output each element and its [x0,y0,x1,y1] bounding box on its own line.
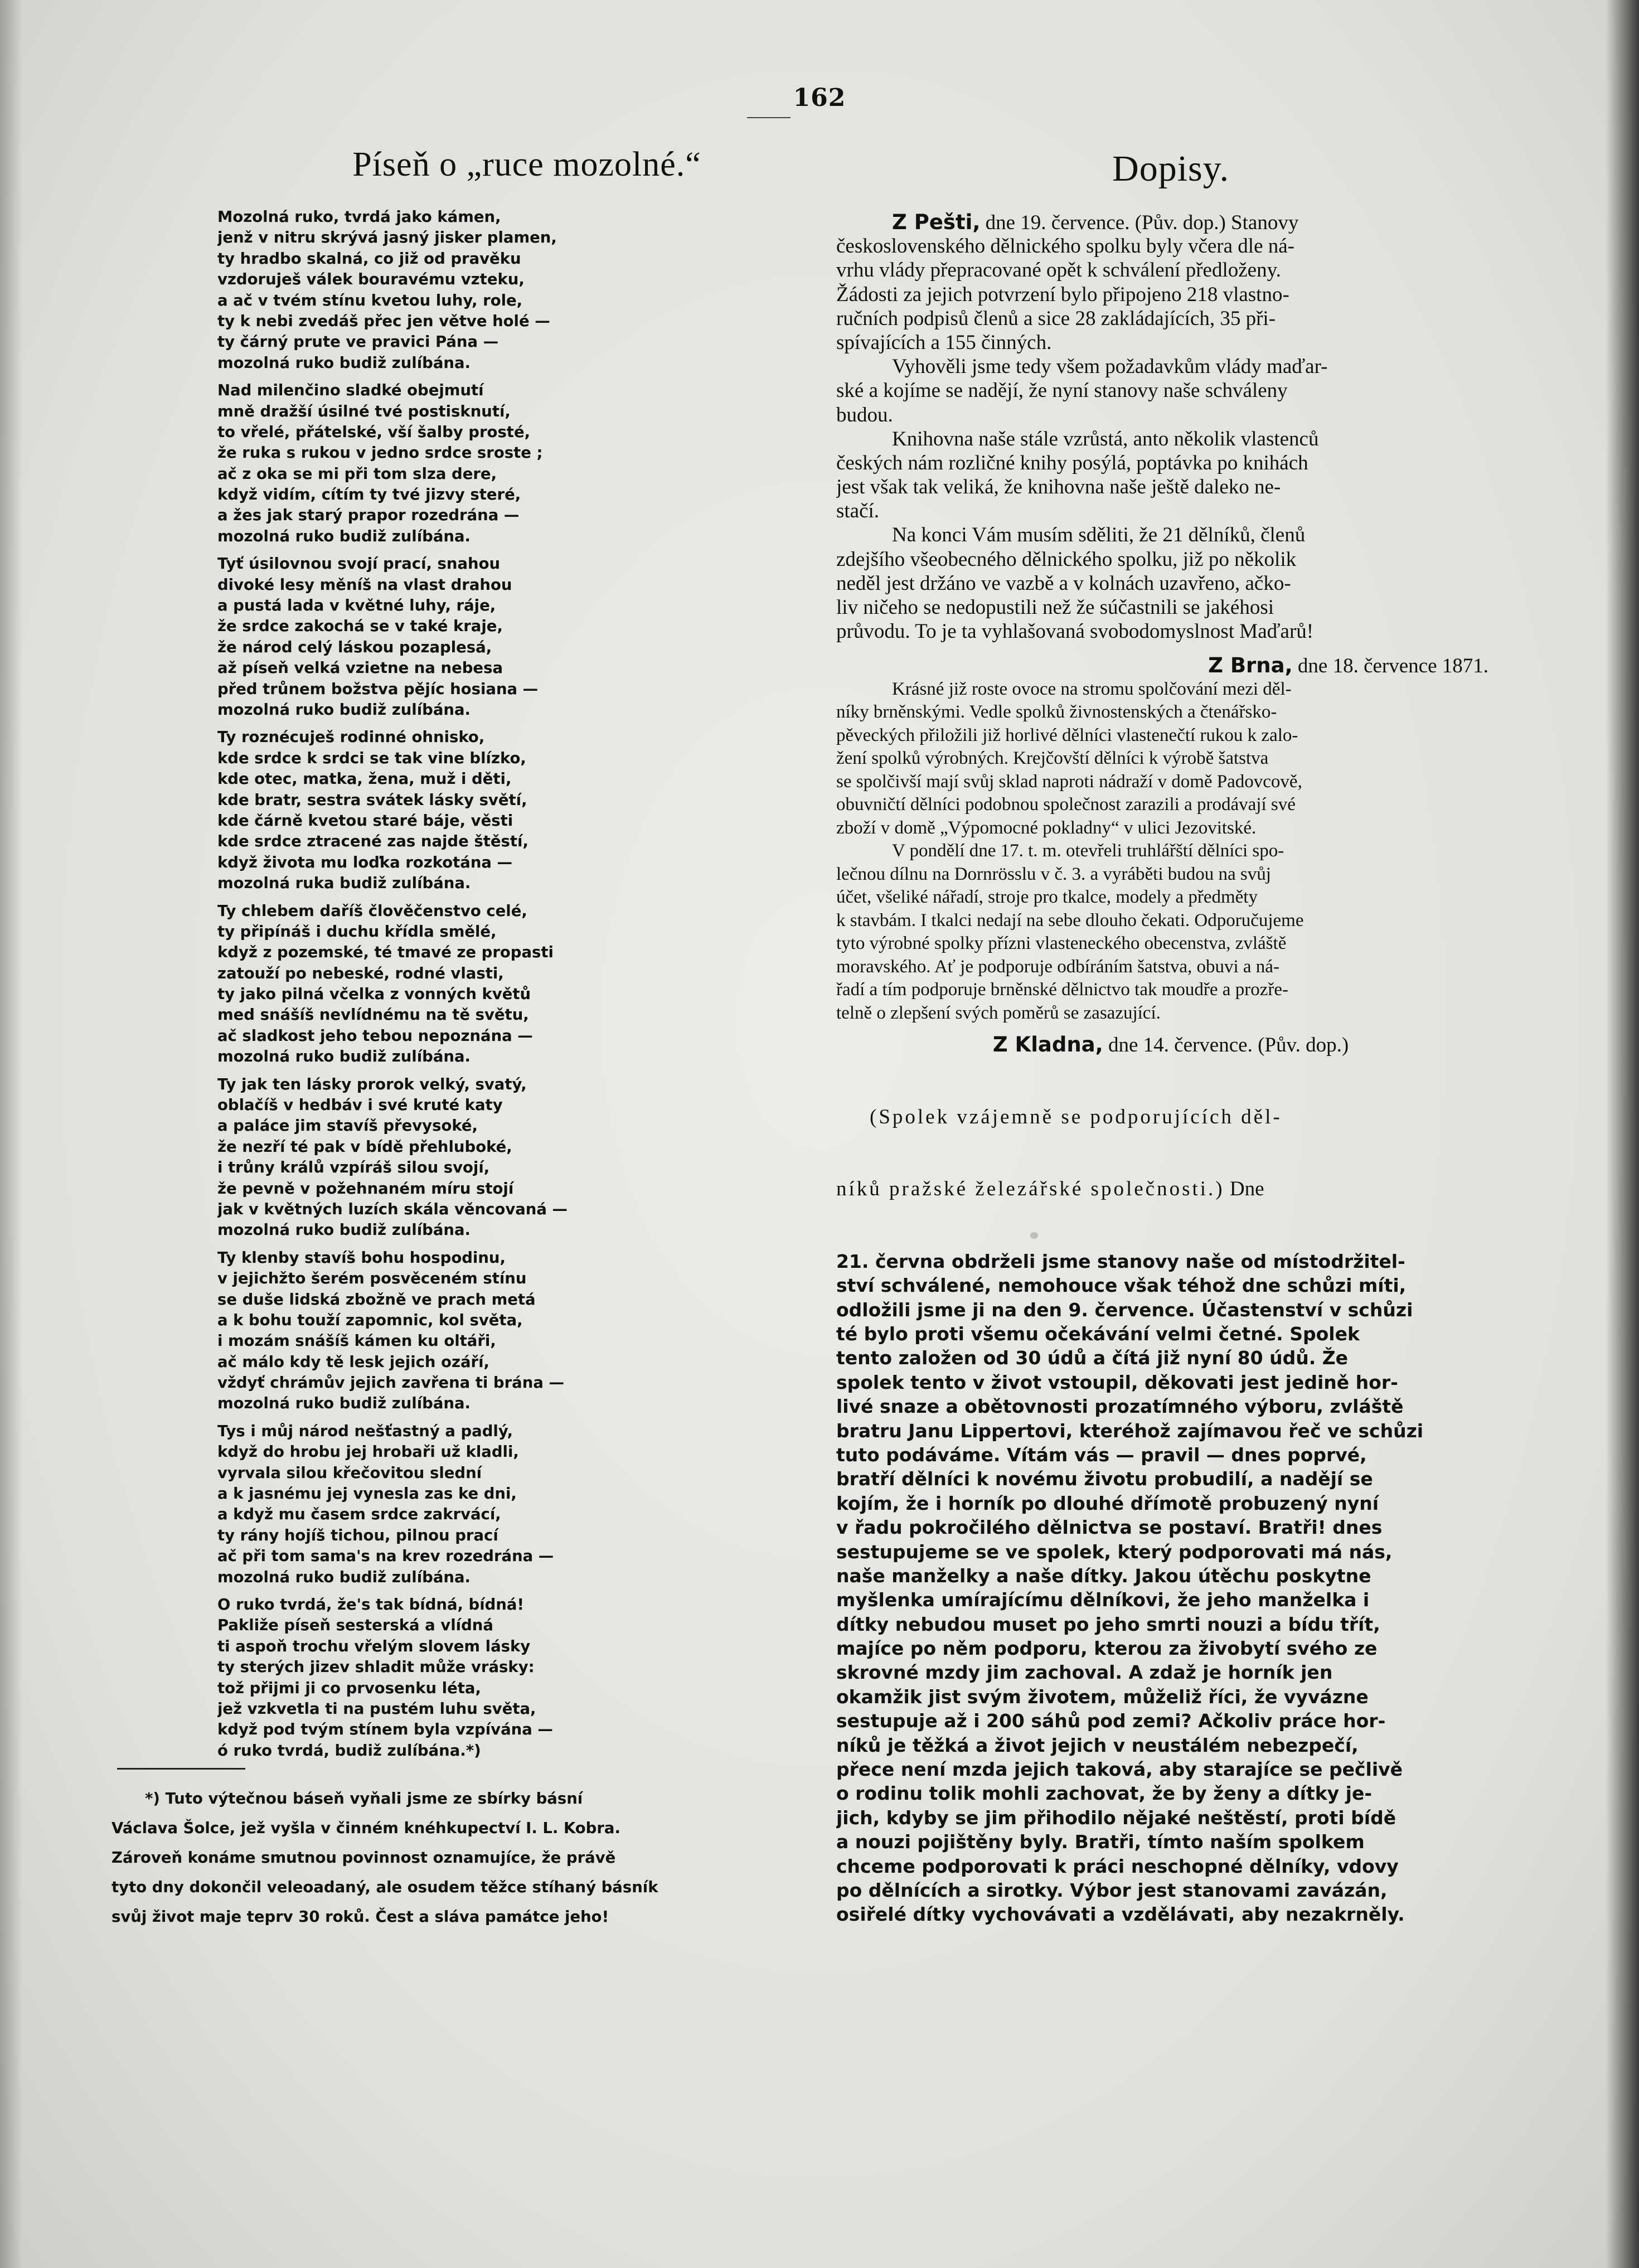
text-line [836,1177,1505,1201]
text-line: moravského. Ať je podporuje odbíráním šatstva, obuvi a ná- [836,956,1279,977]
page-edge-shadow-left [0,0,22,2268]
scan-smudge [1030,1232,1038,1239]
text-line: Knihovna naše stále vzrůstá, anto několik vlastenců [892,427,1319,450]
text-line: bratří dělníci k novému životu probudilí, a nadějí se [836,1468,1373,1490]
poem-line: divoké lesy měníš na vlast drahou [217,575,512,594]
paragraph [836,678,1505,840]
poem-line: i trůny králů vzpíráš silou svojí, [217,1159,490,1177]
letter-kladno [836,1033,1505,1927]
text-line: účet, všeliké nářadí, stroje pro tkalce, modely a předměty [836,887,1258,908]
page-number: 162 [793,84,846,112]
poem-line: ty jako pilná včelka z vonných květů [217,985,531,1004]
poem-stanza [217,1595,803,1761]
poem-line: jenž v nitru skrývá jasný jisker plamen, [217,229,557,247]
text-line: ručních podpisů členů a sice 28 zakládajících, 35 při- [836,307,1276,330]
poem-line: Nad milenčino sladké obejmutí [217,381,484,400]
text-line: jich, kdyby se jim přihodilo nějaké neštěstí, proti bídě [836,1806,1396,1829]
poem-line: a žes jak starý prapor rozedrána — [217,506,520,525]
paragraph-spaced [836,1057,1505,1249]
text-line: telně o zlepšení svých poměrů se zasazující. [836,1002,1161,1023]
poem-line: mozolná ruko budiž zulíbána. [217,1048,471,1066]
text-line: žení spolků výrobných. Krejčovští dělníci k výrobě šatstva [836,748,1269,769]
text-line: majíce po něm podporu, kterou za živobytí svého ze [836,1637,1378,1660]
text-line: československého dělnického spolku byly včera dle ná- [836,235,1294,258]
poem-line: kde čárně kvetou staré báje, věsti [217,811,513,830]
poem-line: ty rány hojíš tichou, pilnou prací [217,1526,498,1544]
dateline-pest [836,210,1505,234]
poem-line: a k jasnému jej vynesla zas ke dni, [217,1485,517,1503]
text-line: chceme podporovati k práci neschopné dělníky, vdovy [836,1855,1399,1877]
text-line: bratru Janu Lippertovi, kteréhož zajímavou řeč ve schůzi [836,1419,1424,1442]
dateline-brno-date: dne 18. července 1871. [1292,655,1488,678]
text-line: dítky nebudou muset po jeho smrti nouzi a bídu třít, [836,1613,1380,1635]
poem-line: ty připínáš i duchu křídla smělé, [217,922,497,941]
poem-line: i mozám snášíš kámen ku oltáři, [217,1332,496,1350]
poem-line: když do hrobu jej hrobaři už kladli, [217,1443,519,1461]
text-span: Dne [1224,1177,1264,1201]
footnote-line: *) Tuto výtečnou báseň vyňali jsme ze sbírky básní [145,1790,583,1808]
text-line: v řadu pokročilého dělnictva se postaví. Bratři! dnes [836,1516,1383,1539]
poem-line: mozolná ruko budiž zulíbána. [217,700,471,719]
text-line: českých nám rozličné knihy posýlá, poptávka po knihách [836,451,1308,474]
footnote-line: Zároveň konáme smutnou povinnost oznamujíce, že právě [111,1849,616,1867]
poem-line: mozolná ruko budiž zulíbána. [217,353,471,372]
poem-column [111,145,803,1932]
poem-stanza [217,207,803,374]
text-line: livé snaze a obětovnosti prozatímného výboru, zvláště [836,1395,1404,1418]
text-line: osiřelé dítky vychovávati a vzdělávati, aby nezakrněly. [836,1903,1405,1926]
footnote-line: svůj život maje teprv 30 roků. Čest a sláva památce jeho! [111,1908,609,1926]
text-line: tuto podáváme. Vítám vás — pravil — dnes poprvé, [836,1443,1367,1466]
text-line: liv ničeho se nedopustili než že súčastnili se jakéhosi [836,596,1274,619]
paragraph [836,1249,1505,1927]
poem-line: Pakliže píseň sesterská a vlídná [217,1616,493,1635]
dateline-kladno-date: dne 14. července. (Pův. dop.) [1103,1034,1349,1057]
text-line: zboží v domě „Výpomocné pokladny“ v ulici Jezovitské. [836,817,1257,838]
text-line: o rodinu tolik mohli zachovat, že by ženy a dítky je- [836,1782,1373,1805]
text-line: Na konci Vám musím sděliti, že 21 dělníků, členů [892,524,1306,547]
paragraph [836,523,1505,643]
text-line: a nouzi pojištěny byly. Bratři, tímto naším spolkem [836,1831,1365,1853]
text-line: (Spolek vzájemně se podporujících děl- [870,1105,1282,1128]
text-line: naše manželky a naše dítky. Jakou útěchu poskytne [836,1564,1371,1587]
poem-line: to vřelé, přátelské, vší šalby prosté, [217,423,531,441]
poem-line: mozolná ruko budiž zulíbána. [217,527,471,545]
text-line: tyto výrobné spolky přízni vlasteneckého obecenstva, zvláště [836,933,1287,954]
poem-line: Ty roznécuješ rodinné ohnisko, [217,728,485,747]
poem-line: když života mu loďka rozkotána — [217,853,513,871]
poem-line: Ty jak ten lásky prorok velký, svatý, [217,1075,527,1093]
letters-column [836,148,1505,1927]
text-line: V pondělí dne 17. t. m. otevřeli truhlářští dělníci spo- [892,841,1284,861]
dateline-pest-rest: dne 19. července. (Pův. dop.) Stanovy [980,211,1299,234]
text-line: níků je těžká a život jejich v neustálém nebezpečí, [836,1734,1359,1756]
text-line: budou. [836,403,893,427]
dateline-brno [836,653,1505,677]
poem-line: med snášíš nevlídnému na tě světu, [217,1006,529,1024]
poem-line: že národ celý láskou pozaplesá, [217,638,492,656]
text-line: sestupuje až i 200 sáhů pod zemi? Ačkoliv práce hor- [836,1710,1386,1732]
poem-line: kde otec, matka, žena, muž i děti, [217,770,512,788]
paragraph [836,355,1505,427]
poem-line: mozolná ruko budiž zulíbána. [217,1394,471,1413]
text-line: myšlenka umírajícímu dělníkovi, že jeho manželka i [836,1589,1370,1611]
poem-line: mozolná ruka budiž zulíbána. [217,874,471,893]
text-line: po dělnících a sirotky. Výbor jest stanovami zavázán, [836,1879,1388,1901]
text-line: k stavbám. I tkalci nedají na sebe dlouho čekati. Odporučujeme [836,910,1304,931]
poem-line: a ač v tvém stínu kvetou luhy, role, [217,291,523,309]
text-line: okamžik jist svým životem, můželiž říci, že vyváznе [836,1685,1369,1708]
poem-line: ty k nebi zvedáš přec jen větve holé — [217,312,550,330]
text-line: té bylo proti všemu očekávání velmi četné. Spolek [836,1323,1360,1345]
poem-stanza [217,901,803,1068]
poem-stanza [217,1421,803,1588]
poem-line: Mozolná ruko, tvrdá jako kámen, [217,208,501,226]
text-line: obuvničtí dělníci podobnou společnost zarazili a prodávají své [836,794,1296,815]
poem-line: Tys i můj národ nešťastný a padlý, [217,1422,513,1440]
poem-line: Ty klenby stavíš bohu hospodinu, [217,1248,506,1267]
text-line: se spolčivší mají svůj sklad naproti nádraží v domě Padovcově, [836,771,1302,792]
text-line: odložili jsme ji na den 9. července. Účastenství v schůzi [836,1298,1413,1321]
text-line: 21. června obdrželi jsme stanovy naše od místodržitel- [836,1250,1405,1272]
poem-title: Píseň o „ruce mozolné.“ [352,146,701,183]
poem-line: tož přijmi ji co prvosenku léta, [217,1679,481,1697]
footnote-line: tyto dny dokončil veleoadaný, ale osudem těžce stíhaný básník [111,1878,658,1897]
scan-smudge [440,1884,446,1889]
poem-line: ti aspoň trochu vřelým slovem lásky [217,1637,531,1655]
poem-line: že ruka s rukou v jedno srdce sroste ; [217,444,543,462]
poem-line: ty sterých jizev shladit může vrásky: [217,1658,535,1676]
place-kladno: Z Kladna, [992,1033,1103,1057]
poem-line: O ruko tvrdá, že's tak bídná, bídná! [217,1596,525,1613]
poem-line: vyrvala silou křečovitou slední [217,1463,482,1482]
poem-stanza [217,380,803,547]
poem-line: ač při tom sama's na krev rozedrána — [217,1547,554,1566]
text-line: kojím, že i horník po dlouhé dřímotě probuzený nyní [836,1492,1379,1514]
place-brno: Z Brna, [1208,653,1293,678]
text-line: přece není mzda jejich taková, aby starajíce se pečlivě [836,1758,1403,1781]
text-line: ství schválené, nemohouce však téhož dne schůzi míti, [836,1274,1407,1297]
poem-line: ty hradbo skalná, co již od pravěku [217,249,521,268]
poem-line: že pevně v požehnaném míru stojí [217,1179,514,1198]
footnote [111,1784,814,1932]
text-line: níky brněnskými. Vedle spolků živnostenských a čtenářsko- [836,702,1277,723]
poem-line: Tyť úsilovnou svojí prací, snahou [217,555,501,573]
poem-line: před trůnem božstva pějíc hosiana — [217,680,539,698]
poem-line: oblačíš v hedbáv i své kruté katy [217,1096,503,1114]
text-line: vrhu vlády přepracované opět k schválení předloženy. [836,259,1281,282]
poem-line: a k bohu touží zapomnic, kol světa, [217,1311,523,1329]
footnote-rule [117,1768,245,1770]
poem-line: ač z oka se mi při tom slza dere, [217,464,497,483]
poem-line: ty čárný prute ve pravici Pána — [217,333,499,351]
poem-line: kde bratr, sestra svátek lásky světí, [217,791,527,809]
poem-line: vždyť chrámův jejich zavřena ti brána — [217,1374,564,1392]
poem-line: když z pozemské, té tmavé ze propasti [217,943,554,962]
text-line: stačí. [836,500,880,523]
poem-line: jak v květných luzích skála věncovaná — [217,1200,568,1218]
poem-line: a paláce jim stavíš převysoké, [217,1117,478,1135]
poem-stanza [217,1074,803,1241]
poem-line: že srdce zakochá se v také kraje, [217,617,503,636]
page-edge-shadow-right [1606,0,1639,2268]
paragraph [836,234,1505,355]
text-line: sestupujeme se ve spolek, který podporovati má nás, [836,1540,1393,1563]
poem-stanza [217,727,803,894]
letter-pest [836,210,1505,643]
text-line: ské a kojíme se nadějí, že nyní stanovy naše schváleny [836,379,1288,403]
poem-line: kde srdce ztracené zas najde štěstí, [217,832,528,851]
letter-brno [836,653,1505,1025]
poem-line: v jejichžto šerém posvěceném stínu [217,1269,527,1288]
poem-line: když vidím, cítím ty tvé jizvy steré, [217,486,521,504]
poem-line: až píseň velká vzietne na nebesa [217,659,503,677]
poem-line: a když mu časem srdce zakrvácí, [217,1505,501,1524]
text-line: skrovné mzdy jim zachoval. A zdaž je horník jen [836,1661,1333,1684]
text-line: zdejšího všeobecného dělnického spolku, již po několik [836,547,1297,571]
paragraph [836,427,1505,524]
poem-line: mně dražší úsilné tvé postisknutí, [217,402,511,420]
poem-line: jež vzkvetla ti na pustém luhu světa, [217,1699,536,1718]
poem-line: ó ruko tvrdá, budiž zulíbána.*) [217,1741,481,1760]
poem-line: se duše lidská zbožně ve prach metá [217,1290,536,1309]
poem-line: ač sladkost jeho tebou nepoznána — [217,1026,533,1045]
poem-line: mozolná ruko budiž zulíbána. [217,1221,471,1239]
text-line: lečnou dílnu na Dornrösslu v č. 3. a vyráběti budou na svůj [836,864,1271,884]
poem-line: kde srdce k srdci se tak vine blízko, [217,749,526,767]
poem-line: a pustá lada v květné luhy, ráje, [217,597,496,615]
text-line: průvodu. To je ta vyhlašovaná svobodomyslnost Maďarů! [836,620,1314,643]
text-line: spolek tento v život vstoupil, děkovati jest jedině hor- [836,1371,1398,1393]
poem-stanza [217,554,803,720]
poem-stanza [217,1248,803,1414]
poem-line: zatouží po nebeské, rodné vlasti, [217,964,504,982]
text-line: řadí a tím podporuje brněnské dělnictvo tak moudře a prozře- [836,980,1288,1000]
paragraph [836,840,1505,1025]
text-line: neděl jest držáno ve vazbě a v kolnách uzavřeno, ačko- [836,571,1291,595]
poem-line: že nezří té pak v bídě přehluboké, [217,1137,512,1156]
text-span: níků pražské železářské společnosti.) [836,1177,1225,1201]
poem-line: vzdoruješ válek bouravému vzteku, [217,270,525,289]
text-line: tento založen od 30 údů a čítá již nyní 80 údů. Že [836,1347,1349,1369]
footnote-line: Václava Šolce, jež vyšla v činném knéhkupectví I. L. Kobra. [111,1819,620,1838]
text-line: Vyhověli jsme tedy všem požadavkům vlády maďar- [892,355,1328,379]
poem-line: když pod tvým stínem byla vzpívána — [217,1721,553,1739]
poem-line: Ty chlebem daříš člověčenstvo celé, [217,902,527,920]
text-line: Krásné již roste ovoce na stromu spolčování mezi děl- [892,679,1292,699]
text-line: jest však tak veliká, že knihovna naše ještě daleko ne- [836,476,1281,499]
page-number-rule [747,117,791,118]
section-title: Dopisy. [1112,148,1229,189]
poem-line: ač málo kdy tě lesk jejich ozáří, [217,1353,489,1371]
poem-stanzas [217,207,803,1761]
place-pest: Z Pešti, [892,210,981,234]
dateline-kladno [836,1033,1505,1057]
text-line: pěveckých přiložili již horlivé dělníci vlastenečtí rukou k zalo- [836,725,1298,745]
text-line: Žádosti za jejich potvrzení bylo připojeno 218 vlastno- [836,283,1289,306]
poem-line: mozolná ruko budiž zulíbána. [217,1568,471,1586]
text-line: spívajících a 155 činných. [836,331,1052,354]
